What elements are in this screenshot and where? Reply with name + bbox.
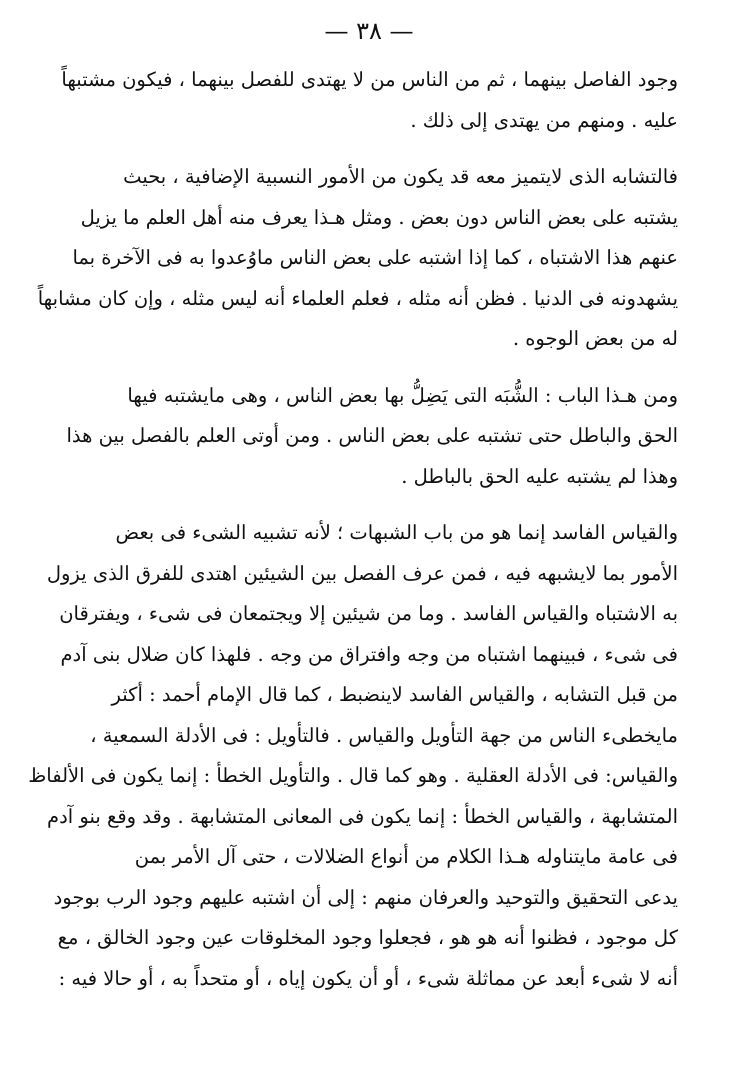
text-line: المتشابهة ، والقياس الخطأ : إنما يكون فى المعانى المتشابهة . وقد وقع بنو آدم (47, 804, 678, 828)
paragraph-gap (100, 360, 678, 376)
text-line: له من بعض الوجوه . (512, 327, 678, 350)
text-line: عنهم هذا الاشتباه ، كما إذا اشتبه على بعض الناس ماوُعدوا به فى الآخرة بما (72, 246, 678, 269)
text-line: والقياس الفاسد إنما هو من باب الشبهات ؛ لأنه تشبيه الشىء فى بعض (115, 521, 678, 544)
page-number: — ٣٨ — (324, 17, 414, 45)
paragraph-1 (61, 60, 678, 141)
text-line: يشهدونه فى الدنيا . فظن أنه مثله ، فعلم العلماء أنه ليس مثله ، وإن كان مشابهاً (37, 286, 678, 310)
paragraph-gap (100, 497, 678, 513)
text-line: ومن هـذا الباب : الشُّبَه التى يَضِلُّ بها بعض الناس ، وهى مايشتبه فيها (127, 383, 678, 407)
text-line: فى عامة مايتناوله هـذا الكلام من أنواع الضلالات ، حتى آل الأمر بمن (134, 845, 678, 868)
paragraph-3 (66, 376, 678, 498)
text-line: به الاشتباه والقياس الفاسد . وما من شيئين إلا ويجتمعان فى شىء ، ويفترقان (59, 602, 678, 625)
body-text (28, 60, 678, 999)
text-line: يشتبه على بعض الناس دون بعض . ومثل هـذا يعرف منه أهل العلم ما يزيل (80, 205, 678, 229)
text-line: والقياس: فى الأدلة العقلية . وهو كما قال . والتأويل الخطأ : إنما يكون فى الألفاظ (28, 764, 678, 787)
text-line: الأمور بما لايشبهه فيه ، فمن عرف الفصل بين الشيئين اهتدى للفرق الذى يزول (46, 561, 678, 585)
text-line: يدعى التحقيق والتوحيد والعرفان منهم : إلى أن اشتبه عليهم وجود الرب بوجود (53, 885, 678, 909)
text-line: فى شىء ، فبينهما اشتباه من وجه وافتراق من وجه . فلهذا كان ضلال بنى آدم (60, 642, 678, 666)
paragraph-gap (100, 141, 678, 157)
paragraph-2 (37, 157, 678, 360)
text-line: وهذا لم يشتبه عليه الحق بالباطل . (401, 464, 678, 488)
text-line: عليه . ومنهم من يهتدى إلى ذلك . (410, 108, 678, 132)
text-line: مايخطىء الناس من جهة التأويل والقياس . فالتأويل : فى الأدلة السمعية ، (90, 723, 678, 747)
text-line: أنه لا شىء أبعد عن مماثلة شىء ، أو أن يكون إياه ، أو متحداً به ، أو حالا فيه : (58, 966, 678, 990)
text-line: من قبل التشابه ، والقياس الفاسد لاينضبط ، كما قال الإمام أحمد : أكثر (111, 683, 678, 706)
text-line: وجود الفاصل بينهما ، ثم من الناس من لا يهتدى للفصل بينهما ، فيكون مشتبهاً (61, 68, 678, 91)
paragraph-4 (28, 513, 678, 999)
text-line: فالتشابه الذى لايتميز معه قد يكون من الأمور النسبية الإضافية ، بحيث (123, 165, 678, 188)
text-line: الحق والباطل حتى تشتبه على بعض الناس . ومن أوتى العلم بالفصل بين هذا (66, 424, 678, 447)
text-line: كل موجود ، فظنوا أنه هو هو ، فجعلوا وجود المخلوقات عين وجود الخالق ، مع (57, 926, 678, 949)
